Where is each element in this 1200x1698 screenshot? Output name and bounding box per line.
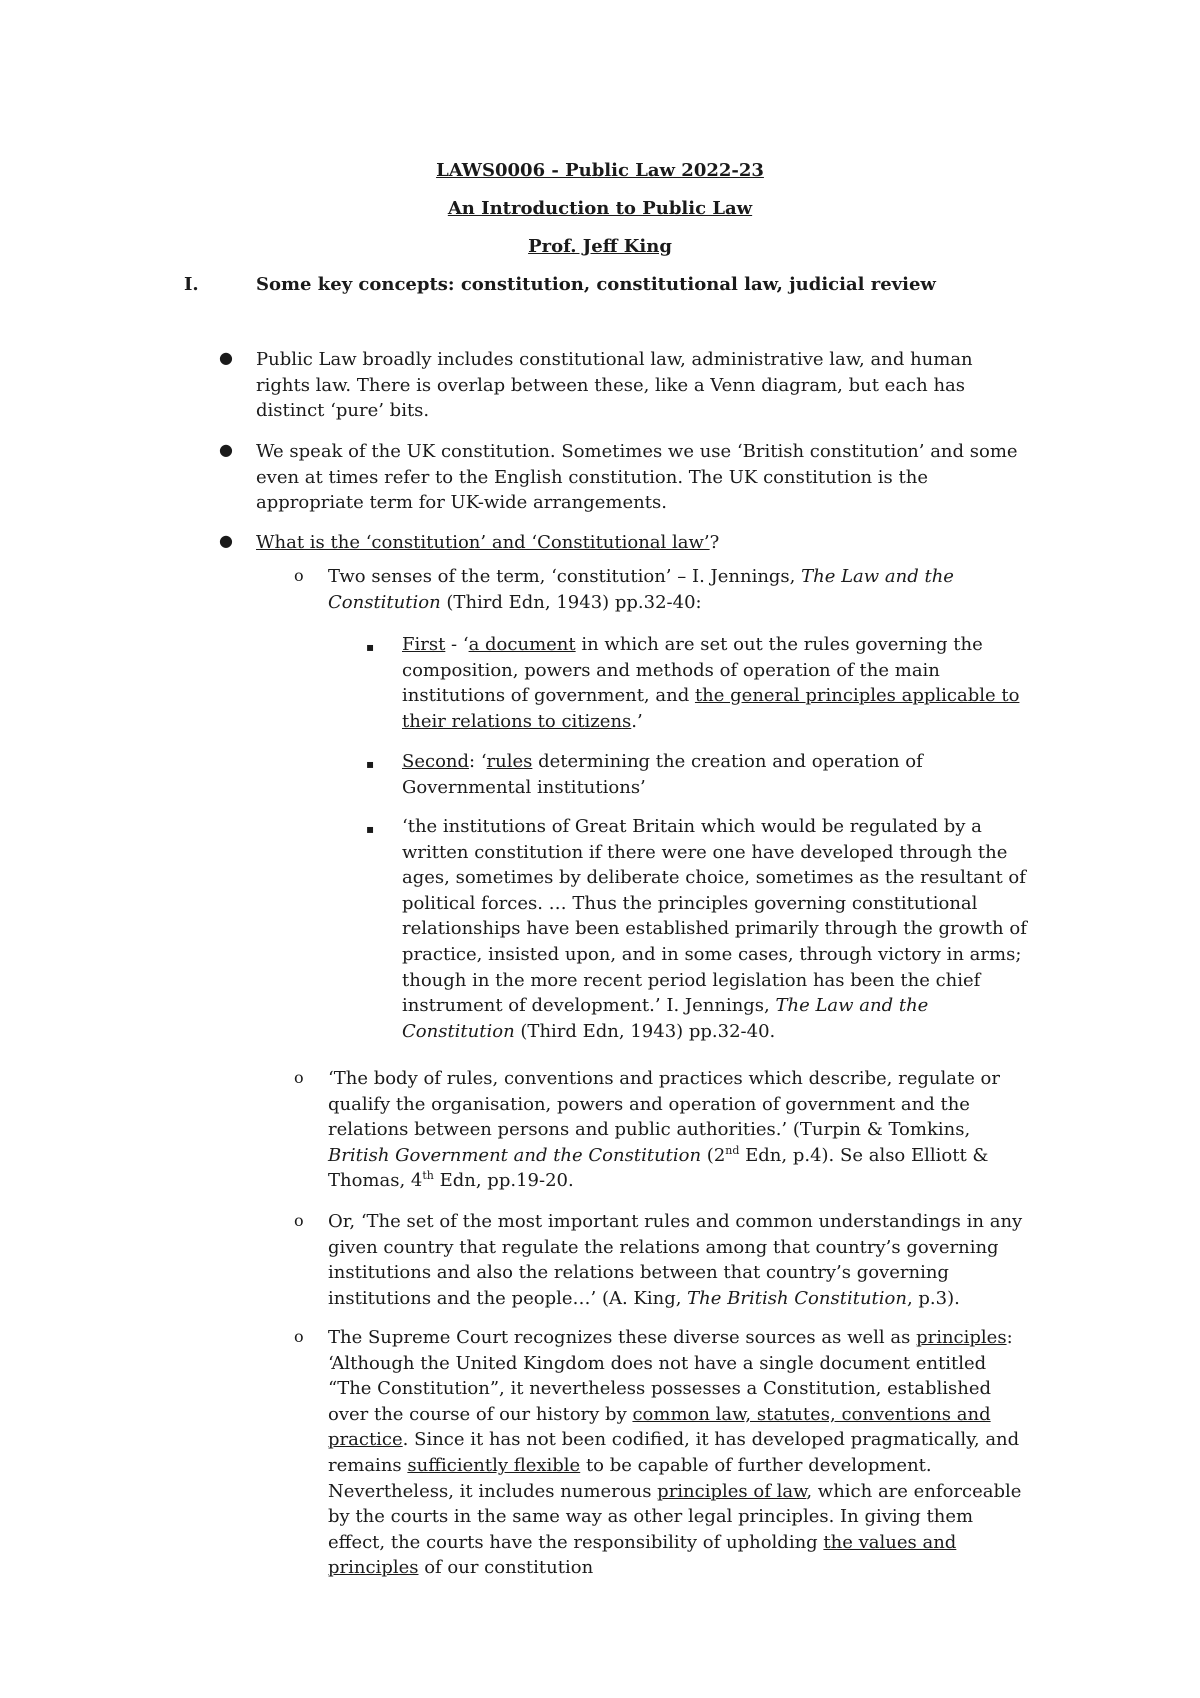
first-sense: First - ‘a document in which are set out the rules governing the composition, powers and methods of operation of the main institutions of government, and the general principles applicable to their relations to citizens.’ [402,634,1020,732]
circle-marker: o [294,566,304,585]
bullet-text: We speak of the UK constitution. Sometimes we use ‘British constitution’ and some even at times refer to the English constitution. The UK constitution is the appropriate term for UK-wide arrangements. [256,441,1018,514]
bullet-marker: ● [219,440,233,459]
square-marker: ▪ [366,757,375,771]
circle-marker: o [294,1068,304,1087]
supreme-court-quote: The Supreme Court recognizes these diverse sources as well as principles: ‘Although the United Kingdom does not have a single document entitled “The Constitution”, it nevertheless possesses a Constitution, established over the course of our history by common law, statutes, conventions and practice. Since it has not been codified, it has developed pragmatically, and remains sufficiently flexible to be capable of further development. Nevertheless, it includes numerous principles of law, which are enforceable by the courts in the same way as other legal principles. In giving them effect, the courts have the responsibility of upholding the values and principles of our constitution [328,1327,1022,1579]
bullet-marker: ● [219,531,233,550]
bullet-public-law-scope [256,347,1026,424]
author-line: Prof. Jeff King [528,236,672,257]
document-title: An Introduction to Public Law [447,198,753,219]
section-title: Some key concepts: constitution, constitutional law, judicial review [256,274,936,295]
book-title: British Government and the Constitution [328,1144,702,1166]
bullet-uk-constitution [256,439,1026,516]
circle-marker: o [294,1327,304,1346]
book-title: The British Constitution [687,1287,907,1309]
king-definition: Or, ‘The set of the most important rules and common understandings in any given country that regulate the relations among that country’s governing institutions and also the relations between that country’s governing institutions and the people…’ (A. King, The British Constitution, p.3). [328,1211,1023,1309]
second-sense: Second: ‘rules determining the creation and operation of Governmental institutions’ [402,751,923,798]
bullet-text: Public Law broadly includes constitutional law, administrative law, and human rights law. There is overlap between these, like a Venn diagram, but each has distinct ‘pure’ bits. [256,349,973,422]
course-heading: LAWS0006 - Public Law 2022-23 [436,160,764,181]
bullet-what-is-constitution [256,530,1026,556]
section-numeral: I. [184,274,199,295]
square-marker: ▪ [366,640,375,654]
jennings-two-senses: Two senses of the term, ‘constitution’ – I. Jennings, The Law and the Constitution (Third Edn, 1943) pp.32-40: [328,566,954,613]
turpin-tomkins-definition: ‘The body of rules, conventions and practices which describe, regulate or qualify the organisation, powers and operation of government and the relations between persons and public authorities.’ (Turpin & Tomkins, British Government and the Constitution (2nd Edn, p.4). Se also Elliott & Thomas, 4th Edn, pp.19-20. [328,1068,1001,1192]
bullet-marker: ● [219,348,233,367]
question-underlined: What is the ‘constitution’ and ‘Constitutional law’ [256,532,710,553]
book-title: The Law and the Constitution [402,995,929,1042]
square-marker: ▪ [366,822,375,836]
jennings-quote: ‘the institutions of Great Britain which would be regulated by a written constitution if there were one have developed through the ages, sometimes by deliberate choice, sometimes as the resultant of political forces. … Thus the principles governing constitutional relationships have been established primarily through the growth of practice, insisted upon, and in some cases, through victory in arms; though in the more recent period legislation has been the chief instrument of development.’ I. Jennings, The Law and the Constitution (Third Edn, 1943) pp.32-40. [402,816,1027,1042]
book-title: The Law and the Constitution [328,566,954,613]
circle-marker: o [294,1211,304,1230]
question-mark: ? [709,532,720,553]
